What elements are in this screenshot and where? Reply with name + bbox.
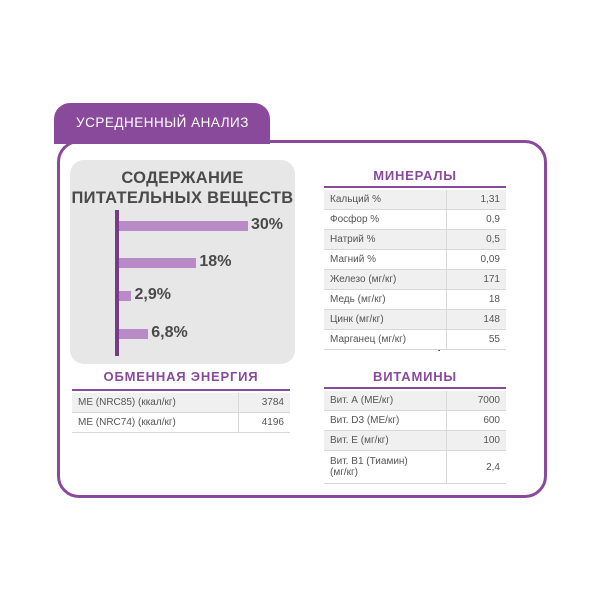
table-row: [324, 431, 506, 451]
mineral-value: 55: [446, 330, 506, 350]
mineral-value: 0,5: [446, 230, 506, 250]
mineral-value: 18: [446, 290, 506, 310]
nutrient-bar-fiber: [119, 291, 131, 301]
energy-title: ОБМЕННАЯ ЭНЕРГИЯ: [103, 369, 259, 384]
nutrient-bar-protein: [119, 221, 248, 231]
table-row: [324, 250, 506, 270]
nutrient-bar-fat: [119, 258, 196, 268]
nutrient-title-line2: ПИТАТЕЛЬНЫХ ВЕЩЕСТВ: [71, 189, 294, 207]
energy-row-name: ME (NRC74) (ккал/кг): [72, 413, 238, 433]
mineral-name: Натрий %: [324, 230, 446, 250]
minerals-title: МИНЕРАЛЫ: [373, 168, 457, 183]
energy-table: [72, 393, 290, 433]
table-row: [324, 330, 506, 350]
minerals-title-underline: [324, 186, 506, 188]
vitamins-title-underline: [324, 387, 506, 389]
table-row: [324, 190, 506, 210]
vitamin-name: Вит. D3 (МЕ/кг): [324, 411, 446, 431]
energy-row-value: 3784: [238, 393, 290, 413]
mineral-name: Медь (мг/кг): [324, 290, 446, 310]
vitamin-value: 600: [446, 411, 506, 431]
vitamin-name: Вит. В1 (Тиамин) (мг/кг): [324, 451, 446, 484]
section-title: УСРЕДНЕННЫЙ АНАЛИЗ: [76, 115, 249, 130]
mineral-value: 171: [446, 270, 506, 290]
mineral-value: 148: [446, 310, 506, 330]
table-row: [324, 451, 506, 484]
table-row: [72, 413, 290, 433]
nutrient-value-fiber: 2,9%: [134, 286, 171, 303]
nutrient-title-line1: СОДЕРЖАНИЕ: [121, 169, 244, 187]
table-row: [324, 391, 506, 411]
vitamin-value: 2,4: [446, 451, 506, 484]
table-row: [324, 310, 506, 330]
table-row: [324, 411, 506, 431]
energy-row-name: ME (NRC85) (ккал/кг): [72, 393, 238, 413]
table-row: [324, 270, 506, 290]
mineral-name: Магний %: [324, 250, 446, 270]
minerals-table: [324, 190, 506, 350]
mineral-value: 0,09: [446, 250, 506, 270]
section-tab: [54, 103, 270, 144]
mineral-value: 1,31: [446, 190, 506, 210]
vitamin-value: 7000: [446, 391, 506, 411]
mineral-name: Железо (мг/кг): [324, 270, 446, 290]
table-row: [72, 393, 290, 413]
nutrient-bar-minerals: [119, 329, 148, 339]
mineral-name: Марганец (мг/кг): [324, 330, 446, 350]
vitamins-title: ВИТАМИНЫ: [373, 369, 457, 384]
table-row: [324, 290, 506, 310]
table-row: [324, 210, 506, 230]
mineral-name: Фосфор %: [324, 210, 446, 230]
vitamins-table: [324, 391, 506, 484]
energy-title-underline: [72, 389, 290, 391]
nutrient-value-protein: 30%: [251, 216, 284, 233]
vitamin-value: 100: [446, 431, 506, 451]
nutrient-value-fat: 18%: [199, 253, 232, 270]
mineral-name: Кальций %: [324, 190, 446, 210]
nutrient-value-minerals: 6,8%: [151, 324, 188, 341]
energy-row-value: 4196: [238, 413, 290, 433]
vitamin-name: Вит. Е (мг/кг): [324, 431, 446, 451]
table-row: [324, 230, 506, 250]
mineral-value: 0,9: [446, 210, 506, 230]
mineral-name: Цинк (мг/кг): [324, 310, 446, 330]
nutrient-panel-title: [70, 168, 295, 208]
vitamin-name: Вит. А (МЕ/кг): [324, 391, 446, 411]
